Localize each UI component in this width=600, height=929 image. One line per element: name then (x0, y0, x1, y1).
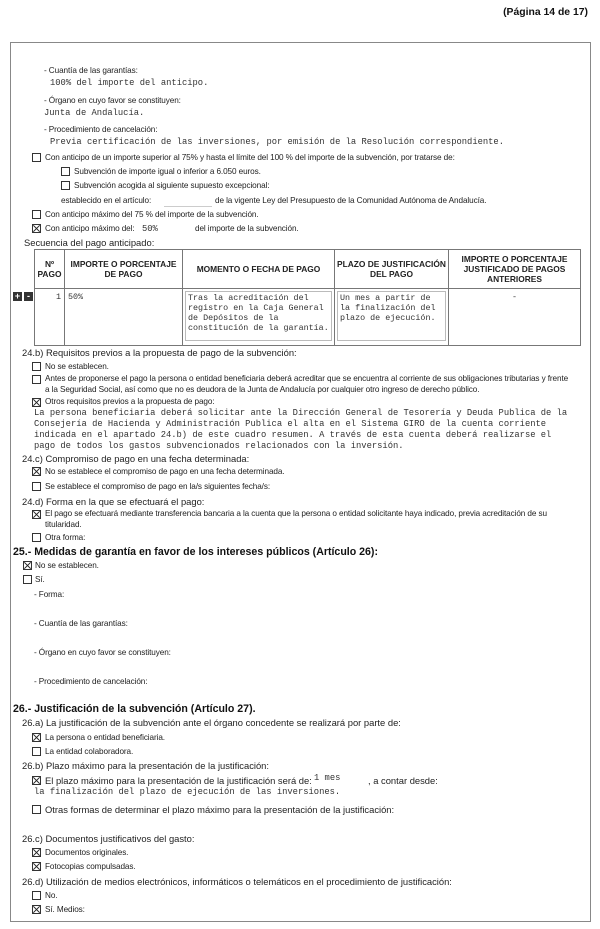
max-percent-value[interactable]: 50% (142, 224, 158, 234)
article-suffix-label: de la vigente Ley del Presupuesto de la Comunidad Autónoma de Andalucía. (215, 196, 487, 205)
26b-max-label: El plazo máximo para la presentación de la justificación será de: (45, 775, 312, 786)
24b-other-text-2: Consejería de Hacienda y Administración Publica el alta en el Sistema GIRO de la cuenta corriente (34, 419, 547, 429)
checkbox-24c-no[interactable] (32, 467, 41, 476)
section-26-title: 26.- Justificación de la subvención (Artículo 27). (13, 703, 256, 715)
26b-max-value[interactable]: 1 mes (314, 773, 341, 783)
max-percent-suffix: del importe de la subvención. (195, 224, 299, 233)
article-prefix-label: establecido en el artículo: (61, 196, 152, 205)
24b-other-text-3: indicada en el apartado 24.b) de este cuadro resumen. A través de esta cuenta deberá realizarse el (34, 430, 552, 440)
article-input[interactable] (164, 195, 212, 207)
guarantee-cancel-value: Previa certificación de las inversiones, por emisión de la Resolución correspondiente. (50, 137, 504, 147)
cell-momento-text: Tras la acreditación del registro en la Caja General de Depósitos de la constitución de la garantía. (185, 291, 332, 340)
remove-row-button[interactable]: - (24, 292, 33, 301)
header-importe: IMPORTE O PORCENTAJE DE PAGO (65, 250, 183, 289)
guarantee-organ-value: Junta de Andalucía. (44, 108, 145, 118)
add-row-button[interactable]: + (14, 291, 21, 301)
exceptional-label: Subvención acogida al siguiente supuesto excepcional: (74, 181, 270, 190)
checkbox-max-percent[interactable] (32, 224, 41, 233)
checkbox-advance-over-75[interactable] (32, 153, 41, 162)
checkbox-max-75[interactable] (32, 210, 41, 219)
guarantee-organ-label: - Órgano en cuyo favor se constituyen: (44, 96, 181, 105)
24b-other-text-4: pago de todos los gastos subvencionados relacionados con la inversión. (34, 441, 404, 451)
26c-originals-label: Documentos originales. (45, 848, 129, 857)
24d-transfer-label-1: El pago se efectuará mediante transferencia bancaria a la cuenta que la persona o entidad solicitante haya indicado, previa acreditación de su (45, 509, 547, 518)
26c-copies-label: Fotocopias compulsadas. (45, 862, 136, 871)
24b-other-label: Otros requisitos previos a la propuesta de pago: (45, 397, 215, 406)
24d-transfer-label-2: titularidad. (45, 520, 82, 529)
checkbox-26b-max[interactable] (32, 776, 41, 785)
cell-plazo-text: Un mes a partir de la finalización del plazo de ejecución. (337, 291, 446, 340)
header-plazo: PLAZO DE JUSTIFICACIÓN DEL PAGO (335, 250, 449, 289)
checkbox-26a-beneficiary[interactable] (32, 733, 41, 742)
guarantee-cancel-label: - Procedimiento de cancelación: (44, 125, 158, 134)
guarantee-amount-value: 100% del importe del anticipo. (50, 78, 209, 88)
checkbox-24c-yes[interactable] (32, 482, 41, 491)
26b-other-label: Otras formas de determinar el plazo máximo para la presentación de la justificación: (45, 804, 395, 815)
page-number: (Página 14 de 17) (503, 7, 588, 18)
checkbox-under-6050[interactable] (61, 167, 70, 176)
checkbox-26b-other[interactable] (32, 805, 41, 814)
checkbox-24d-transfer[interactable] (32, 510, 41, 519)
26b-max-suffix: , a contar desde: (368, 775, 438, 786)
24c-no-label: No se establece el compromiso de pago en una fecha determinada. (45, 467, 285, 476)
section-26d-title: 26.d) Utilización de medios electrónicos, informáticos o telemáticos en el procedimiento de justificación: (22, 876, 452, 887)
checkbox-24b-other[interactable] (32, 398, 41, 407)
24c-yes-label: Se establece el compromiso de pago en la/s siguientes fecha/s: (45, 482, 271, 491)
section-24b-title: 24.b) Requisitos previos a la propuesta de pago de la subvención: (22, 347, 297, 358)
header-num: Nº PAGO (35, 250, 65, 289)
section-26c-title: 26.c) Documentos justificativos del gasto: (22, 833, 195, 844)
cell-importe[interactable]: 50% (65, 289, 183, 346)
24b-prior-label-1: Antes de proponerse el pago la persona o entidad beneficiaria deberá acreditar que se encuentra al corriente de sus obligaciones tributarias y frente (45, 374, 569, 383)
cell-justificado[interactable]: - (449, 289, 581, 346)
checkbox-25-no[interactable] (23, 561, 32, 570)
24b-none-label: No se establecen. (45, 362, 109, 371)
cell-plazo[interactable] (335, 289, 449, 346)
26a-collaborator-label: La entidad colaboradora. (45, 747, 134, 756)
26a-beneficiary-label: La persona o entidad beneficiaria. (45, 733, 165, 742)
section-25-title: 25.- Medidas de garantía en favor de los intereses públicos (Artículo 26): (13, 546, 378, 558)
section-24d-title: 24.d) Forma en la que se efectuará el pago: (22, 496, 205, 507)
max-75-label: Con anticipo máximo del 75 % del importe de la subvención. (45, 210, 259, 219)
checkbox-exceptional[interactable] (61, 181, 70, 190)
checkbox-26c-copies[interactable] (32, 862, 41, 871)
25-no-label: No se establecen. (35, 561, 99, 570)
table-row (35, 289, 581, 346)
checkbox-24b-prior[interactable] (32, 375, 41, 384)
under-6050-label: Subvención de importe igual o inferior a 6.050 euros. (74, 167, 261, 176)
24b-prior-label-2: a la Seguridad Social, así como que no es deudora de la Junta de Andalucía por cualquier otro ingreso de derecho público. (45, 385, 480, 394)
section-26a-title: 26.a) La justificación de la subvención ante el órgano concedente se realizará por parte de: (22, 717, 401, 728)
checkbox-26a-collaborator[interactable] (32, 747, 41, 756)
25-cuantia-label: - Cuantía de las garantías: (34, 619, 128, 628)
header-momento: MOMENTO O FECHA DE PAGO (183, 250, 335, 289)
24d-other-label: Otra forma: (45, 533, 86, 542)
section-26b-title: 26.b) Plazo máximo para la presentación de la justificación: (22, 760, 270, 771)
cell-momento[interactable] (183, 289, 335, 346)
checkbox-24d-other[interactable] (32, 533, 41, 542)
sequence-label: Secuencia del pago anticipado: (24, 237, 155, 248)
25-organo-label: - Órgano en cuyo favor se constituyen: (34, 648, 171, 657)
checkbox-26d-no[interactable] (32, 891, 41, 900)
26d-yes-label: Sí. Medios: (45, 905, 85, 914)
header-justificado: IMPORTE O PORCENTAJE JUSTIFICADO DE PAGOS ANTERIORES (449, 250, 581, 289)
24b-other-text-1: La persona beneficiaria deberá solicitar ante la Dirección General de Tesorería y Deuda Publica de la (34, 408, 568, 418)
guarantee-amount-label: - Cuantía de las garantías: (44, 66, 138, 75)
advance-over-75-label: Con anticipo de un importe superior al 75% y hasta el límite del 100 % del importe de la subvención, por tratarse de: (45, 153, 455, 162)
checkbox-24b-none[interactable] (32, 362, 41, 371)
25-yes-label: Sí. (35, 575, 45, 584)
25-cancel-label: - Procedimiento de cancelación: (34, 677, 148, 686)
max-percent-label: Con anticipo máximo del: (45, 224, 135, 233)
payment-table (34, 249, 581, 346)
26d-no-label: No. (45, 891, 58, 900)
checkbox-25-yes[interactable] (23, 575, 32, 584)
checkbox-26c-originals[interactable] (32, 848, 41, 857)
cell-num[interactable]: 1 (35, 289, 65, 346)
section-24c-title: 24.c) Compromiso de pago en una fecha determinada: (22, 453, 250, 464)
26b-from-value[interactable]: la finalización del plazo de ejecución de las inversiones. (34, 787, 341, 797)
checkbox-26d-yes[interactable] (32, 905, 41, 914)
25-forma-label: - Forma: (34, 590, 65, 599)
